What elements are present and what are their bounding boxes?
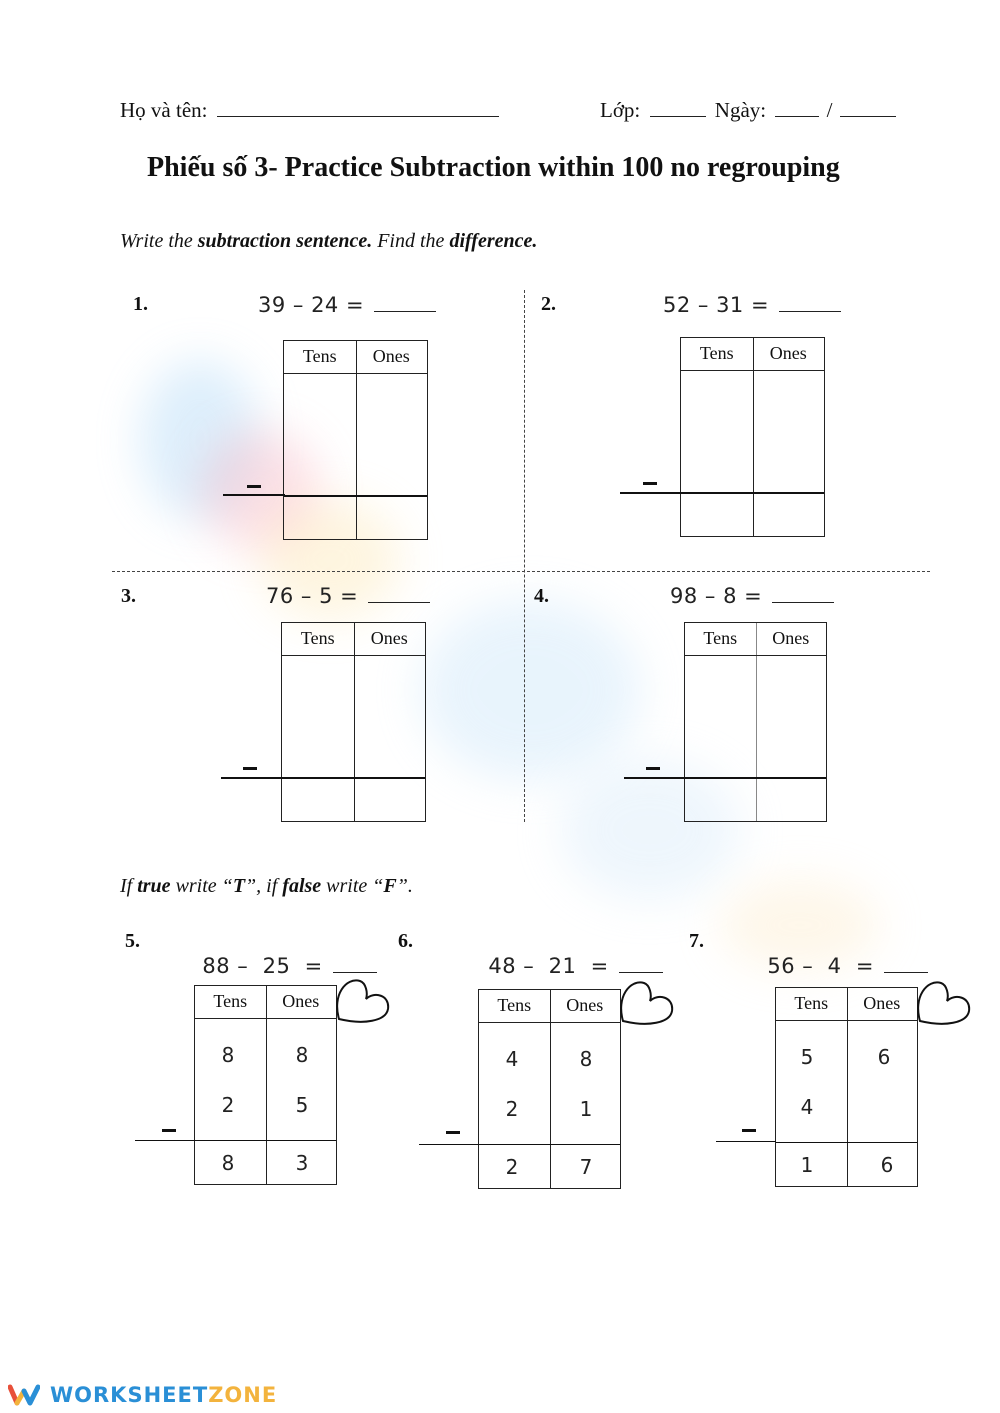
answer-blank[interactable] — [374, 297, 436, 312]
instruction-1 — [120, 230, 537, 253]
place-value-table — [478, 989, 621, 1189]
result-line — [716, 1141, 776, 1142]
minus-sign — [162, 1129, 176, 1132]
class-label: Lớp: — [600, 98, 641, 122]
problem-number: 1. — [133, 293, 148, 315]
place-value-table — [680, 337, 825, 537]
equation — [258, 293, 436, 317]
place-value-table — [775, 987, 918, 1187]
instr-bold: difference. — [449, 230, 538, 252]
problem-number: 7. — [689, 930, 704, 952]
divider-vertical — [524, 290, 525, 822]
problem-number: 5. — [125, 930, 140, 952]
result-line — [221, 777, 283, 779]
col-ones: Ones — [282, 991, 320, 1011]
date-separator: / — [826, 98, 833, 122]
digit: 2 — [505, 1097, 519, 1121]
class-blank[interactable] — [650, 98, 706, 117]
equation-text: 56 – 4 = — [767, 954, 874, 978]
col-ones: Ones — [566, 995, 604, 1015]
digit: 6 — [880, 1153, 894, 1177]
brand-part1: WORKSHEET — [50, 1383, 209, 1407]
digit: 8 — [221, 1151, 235, 1175]
answer-blank[interactable] — [368, 588, 430, 603]
col-ones: Ones — [370, 628, 408, 648]
col-tens: Tens — [300, 628, 335, 648]
instr-text: write “ — [321, 875, 384, 897]
name-label: Họ và tên: — [120, 98, 208, 122]
result-line — [135, 1140, 195, 1141]
digit: 4 — [505, 1047, 519, 1071]
answer-blank[interactable] — [772, 588, 834, 603]
col-tens: Tens — [302, 346, 337, 366]
equation — [474, 930, 663, 978]
equation — [663, 293, 841, 317]
date-day-blank[interactable] — [775, 98, 819, 117]
result-line — [419, 1144, 479, 1145]
equation-text: 98 – 8 = — [670, 584, 763, 608]
minus-sign — [247, 485, 261, 488]
minus-sign — [646, 767, 660, 770]
equation — [266, 584, 430, 608]
digit: 7 — [579, 1155, 593, 1179]
instr-text: write “ — [170, 875, 233, 897]
digit: 2 — [221, 1093, 235, 1117]
col-ones: Ones — [372, 346, 410, 366]
class-date-field[interactable] — [600, 98, 896, 123]
col-tens: Tens — [703, 628, 738, 648]
equation — [188, 930, 377, 978]
equation-text: 88 – 25 = — [202, 954, 323, 978]
tf-answer-blank[interactable] — [333, 958, 377, 973]
digit: 3 — [295, 1151, 309, 1175]
col-ones: Ones — [769, 343, 807, 363]
brand-part2: ZONE — [208, 1383, 278, 1407]
instr-text: ”. — [396, 875, 413, 897]
digit: 8 — [221, 1043, 235, 1067]
digit: 4 — [800, 1095, 814, 1119]
equation — [753, 930, 928, 978]
digit: 1 — [579, 1097, 593, 1121]
name-blank[interactable] — [217, 98, 499, 117]
instr-bold: T — [232, 875, 246, 897]
result-line — [620, 492, 682, 494]
col-tens: Tens — [213, 991, 248, 1011]
digit: 1 — [800, 1153, 814, 1177]
instr-text: ”, if — [245, 875, 283, 897]
digit: 8 — [295, 1043, 309, 1067]
answer-blank[interactable] — [779, 297, 841, 312]
problem-number: 3. — [121, 585, 136, 607]
problem-number: 6. — [398, 930, 413, 952]
date-label: Ngày: — [714, 98, 767, 122]
divider-horizontal — [112, 571, 930, 572]
watermark — [420, 600, 640, 780]
instr-text: Write the — [120, 230, 198, 252]
heart-icon[interactable] — [618, 977, 676, 1033]
heart-icon[interactable] — [915, 977, 973, 1033]
minus-sign — [243, 767, 257, 770]
instr-bold: true — [137, 875, 171, 897]
result-line — [624, 777, 686, 779]
minus-sign — [446, 1131, 460, 1134]
instruction-2 — [120, 875, 413, 898]
equation-text: 48 – 21 = — [488, 954, 609, 978]
problem-number: 4. — [534, 585, 549, 607]
digit: 6 — [877, 1045, 891, 1069]
digit: 5 — [800, 1045, 814, 1069]
worksheetzone-w-icon — [8, 1383, 40, 1407]
worksheetzone-logo[interactable] — [8, 1383, 277, 1407]
tf-answer-blank[interactable] — [884, 958, 928, 973]
col-tens: Tens — [794, 993, 829, 1013]
heart-icon[interactable] — [334, 975, 392, 1031]
equation — [670, 584, 834, 608]
page-title: Phiếu số 3- Practice Subtraction within 100 no regrouping — [147, 152, 840, 183]
instr-bold: subtraction sentence. — [197, 230, 373, 252]
name-field[interactable] — [120, 98, 499, 123]
place-value-table — [684, 622, 827, 822]
result-line — [223, 494, 285, 496]
col-tens: Tens — [699, 343, 734, 363]
instr-bold: F — [383, 875, 397, 897]
minus-sign — [643, 482, 657, 485]
date-month-blank[interactable] — [840, 98, 896, 117]
equation-text: 52 – 31 = — [663, 293, 770, 317]
problem-number: 2. — [541, 293, 556, 315]
digit: 8 — [579, 1047, 593, 1071]
col-ones: Ones — [863, 993, 901, 1013]
place-value-table — [283, 340, 428, 540]
tf-answer-blank[interactable] — [619, 958, 663, 973]
col-ones: Ones — [772, 628, 810, 648]
instr-text: If — [120, 875, 138, 897]
instr-text: Find the — [372, 230, 450, 252]
digit: 2 — [505, 1155, 519, 1179]
minus-sign — [742, 1129, 756, 1132]
equation-text: 76 – 5 = — [266, 584, 359, 608]
equation-text: 39 – 24 = — [258, 293, 365, 317]
place-value-table — [194, 985, 337, 1185]
instr-bold: false — [282, 875, 322, 897]
col-tens: Tens — [497, 995, 532, 1015]
digit: 5 — [295, 1093, 309, 1117]
place-value-table — [281, 622, 426, 822]
